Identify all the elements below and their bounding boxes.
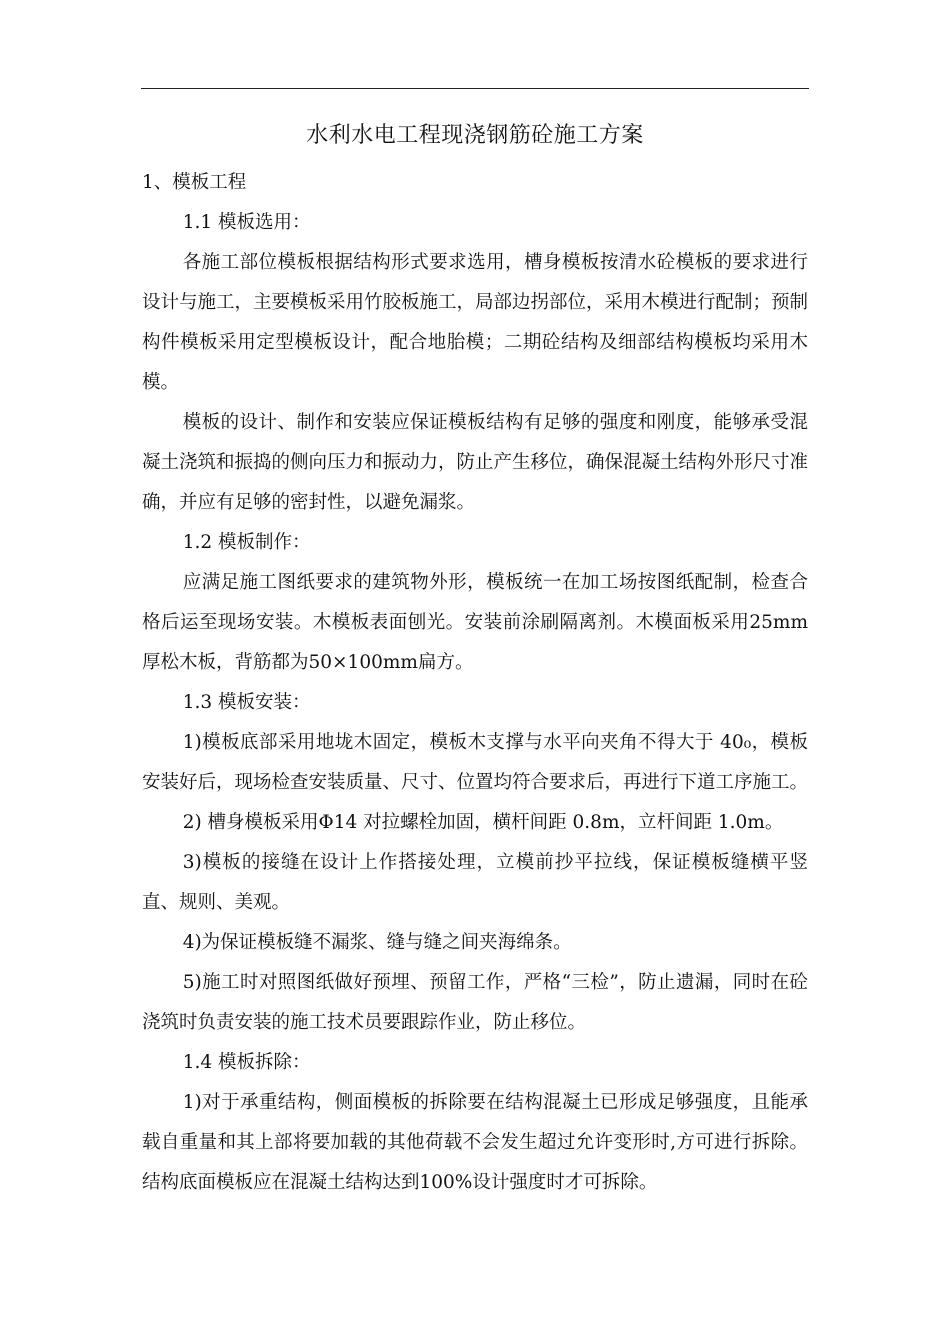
paragraph: 模板的设计、制作和安装应保证模板结构有足够的强度和刚度，能够承受混凝土浇筑和振捣的侧向压力和振动力，防止产生移位，确保混凝土结构外形尺寸准确，并应有足够的密封性，以避免漏浆。	[142, 412, 809, 513]
subsection-heading: 1.1 模板选用：	[182, 212, 311, 233]
list-item: 1)模板底部采用地垅木固定，模板木支撑与水平向夹角不得大于 40₀，模板安装好后，现场检查安装质量、尺寸、位置均符合要求后，再进行下道工序施工。	[142, 732, 809, 793]
subsection-heading: 1.2 模板制作：	[182, 532, 311, 553]
list-item: 1)对于承重结构，侧面模板的拆除要在结构混凝土已形成足够强度，且能承载自重量和其上部将要加载的其他荷载不会发生超过允许变形时,方可进行拆除。结构底面模板应在混凝土结构达到100%设计强度时才可拆除。	[142, 1092, 808, 1193]
subsection-heading: 1.4 模板拆除：	[182, 1052, 311, 1073]
paragraph: 应满足施工图纸要求的建筑物外形，模板统一在加工场按图纸配制，检查合格后运至现场安装。木模板表面刨光。安装前涂刷隔离剂。木模面板采用25mm厚松木板，背筋都为50×100mm扁方。	[142, 572, 808, 673]
document-title: 水利水电工程现浇钢筋砼施工方案	[306, 123, 644, 148]
list-item: 3)模板的接缝在设计上作搭接处理，立模前抄平拉线，保证模板缝横平竖直、规则、美观。	[142, 852, 808, 913]
list-item: 4)为保证模板缝不漏浆、缝与缝之间夹海绵条。	[182, 932, 572, 953]
list-item: 5)施工时对照图纸做好预埋、预留工作，严格“三检”，防止遗漏，同时在砼浇筑时负责安装的施工技术员要跟踪作业，防止移位。	[142, 972, 808, 1033]
header-rule	[141, 88, 809, 89]
section-heading: 1、模板工程	[142, 172, 247, 193]
document-body	[142, 163, 808, 1203]
list-item: 2) 槽身模板采用Φ14 对拉螺栓加固，横杆间距 0.8m，立杆间距 1.0m。	[182, 812, 784, 833]
paragraph: 各施工部位模板根据结构形式要求选用，槽身模板按清水砼模板的要求进行设计与施工，主要模板采用竹胶板施工，局部边拐部位，采用木模进行配制；预制构件模板采用定型模板设计，配合地胎模；二期砼结构及细部结构模板均采用木模。	[142, 252, 809, 393]
subsection-heading: 1.3 模板安装：	[182, 692, 311, 713]
